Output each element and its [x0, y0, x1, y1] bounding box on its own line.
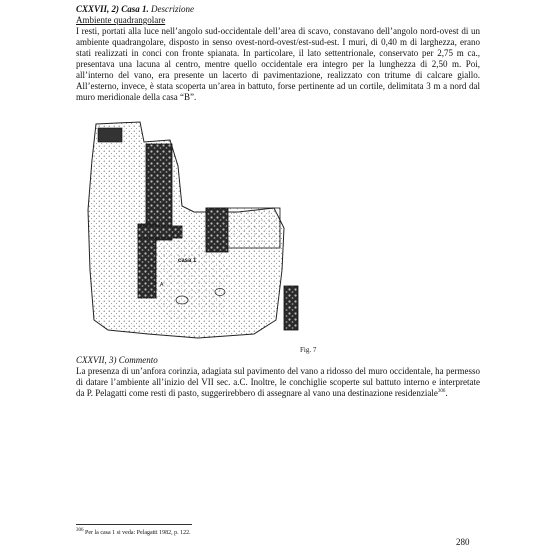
commento-heading: CXXVII, 3) Commento: [76, 355, 158, 365]
section-heading-number: CXXVII, 2) Casa 1.: [76, 4, 149, 14]
commento-paragraph: [76, 366, 480, 399]
casa1-north-wall-a: [138, 226, 182, 238]
section-heading-title: Descrizione: [151, 4, 195, 14]
plan-letter-a: A: [160, 282, 164, 288]
section-heading: [76, 4, 476, 15]
upper-block: [98, 128, 122, 142]
footnote-reference: 306: [437, 389, 446, 394]
commento-text-end: .: [445, 388, 448, 398]
footnote-text: Per la casa 1 si veda: Pelagatti 1982, p. 122.: [83, 530, 191, 536]
page-number: 280: [456, 537, 470, 547]
plan-drawing: [78, 120, 308, 350]
footnote-divider: [76, 524, 192, 525]
excavation-plan-figure: [78, 120, 308, 350]
footnote: [76, 529, 191, 537]
commento-text: La presenza di un’anfora corinzia, adagiata sul pavimento del vano a ridosso del muro occidentale, ha permesso di datare l’ambiente all’inizio del VII sec. a.C. Inoltre, le conchiglie scoperte sul battuto interno e interpretate da P. Pelagatti come resti di pasto, suggerirebbero di assegnare al vano una destinazione residenziale: [76, 366, 480, 398]
casa1-north-wall-stones: [206, 208, 228, 252]
figure-caption: Fig. 7: [300, 346, 317, 354]
subheading-ambiente: Ambiente quadrangolare: [76, 15, 166, 25]
southeast-wall: [284, 286, 298, 330]
plan-label-casa1: casa 1: [178, 258, 197, 264]
description-paragraph: I resti, portati alla luce nell’angolo sud-occidentale dell’area di scavo, constavano dell’angolo nord-ovest di un ambiente quadrangolare, disposto in senso ovest-nord-ovest/est-sud-est. I muri, di 0,40 m di larghezza, erano stati realizzati in conci con fronte spianata. In particolare, il lato settentrionale, conservato per 2,75 m ca., presentava una lacuna al centro, mentre quello occidentale era integro per la lunghezza di 2,50 m. Poi, all’interno del vano, era presente un lacerto di pavimentazione, realizzato con tritume di calcare giallo. All’esterno, invece, è stata scoperta un’area in battuto, forse pertinente ad un cortile, delimitata 3 m a nord dal muro meridionale della casa “B”.: [76, 26, 480, 102]
footnote-number: 306: [76, 528, 84, 533]
